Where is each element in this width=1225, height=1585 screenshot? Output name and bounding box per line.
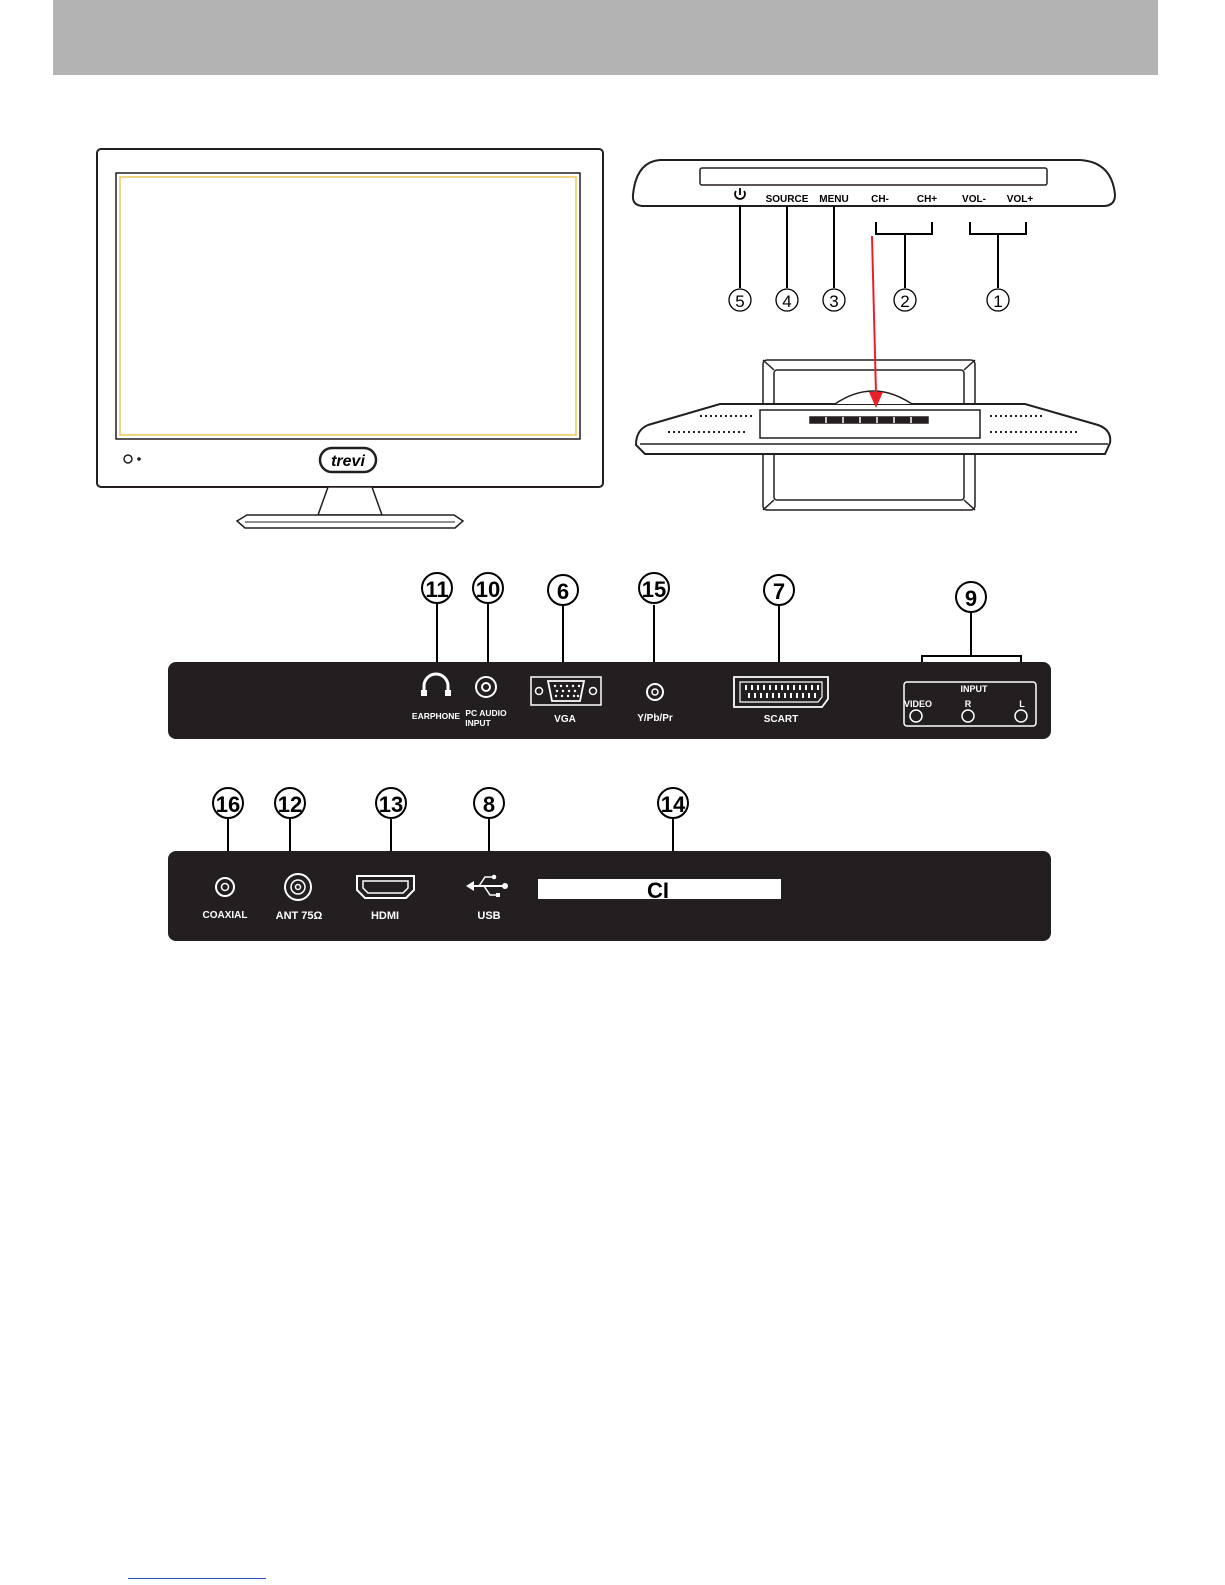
svg-text:EARPHONE: EARPHONE <box>411 711 461 721</box>
ch-minus-button-label: CH- <box>871 194 889 205</box>
callout-15 <box>639 573 669 603</box>
svg-text:7: 7 <box>772 579 786 604</box>
callout-13 <box>376 788 406 818</box>
rear-panel-1 <box>168 573 1051 739</box>
callout-14 <box>658 788 688 818</box>
svg-text:8: 8 <box>482 792 496 817</box>
svg-text:15: 15 <box>641 577 667 602</box>
callout-7 <box>764 575 794 605</box>
svg-text:12: 12 <box>277 792 303 817</box>
svg-text:L: L <box>1019 699 1025 709</box>
svg-text:3: 3 <box>829 292 839 311</box>
tv-front <box>97 149 603 528</box>
callout-8 <box>474 788 504 818</box>
led-indicator-icon <box>137 457 141 461</box>
svg-text:5: 5 <box>735 292 745 311</box>
svg-text:ANT 75Ω: ANT 75Ω <box>275 910 323 922</box>
vol-plus-button-label: VOL+ <box>1006 194 1034 205</box>
svg-text:16: 16 <box>215 792 241 817</box>
callout-10 <box>473 573 503 603</box>
callout-2 <box>894 289 916 311</box>
callout-1 <box>987 289 1009 311</box>
svg-text:Y/Pb/Pr: Y/Pb/Pr <box>637 713 673 724</box>
callout-9 <box>956 582 986 612</box>
callout-4 <box>776 289 798 311</box>
menu-button-label: MENU <box>819 194 849 205</box>
tv-stand-neck <box>318 487 382 515</box>
svg-text:VGA: VGA <box>554 714 576 725</box>
brand-logo <box>320 448 376 472</box>
svg-text:6: 6 <box>556 579 570 604</box>
tv-top-view <box>636 360 1110 510</box>
svg-text:1: 1 <box>993 292 1003 311</box>
callout-5 <box>729 289 751 311</box>
svg-text:2: 2 <box>900 292 910 311</box>
callout-3 <box>823 289 845 311</box>
svg-text:13: 13 <box>378 792 404 817</box>
rear-panel-2 <box>168 788 1051 941</box>
svg-text:USB: USB <box>477 910 501 922</box>
callout-11 <box>422 573 452 603</box>
ch-plus-button-label: CH+ <box>916 194 938 205</box>
svg-text:SCART: SCART <box>763 714 799 725</box>
svg-text:PC AUDIO: PC AUDIO <box>465 708 507 718</box>
svg-text:R: R <box>964 699 972 709</box>
svg-text:COAXIAL: COAXIAL <box>202 910 248 921</box>
svg-text:14: 14 <box>660 792 686 817</box>
svg-text:11: 11 <box>425 577 449 602</box>
svg-text:trevi: trevi <box>331 453 365 470</box>
svg-text:HDMI: HDMI <box>370 910 400 922</box>
svg-text:9: 9 <box>964 586 978 611</box>
callout-12 <box>275 788 305 818</box>
callout-6 <box>548 575 578 605</box>
footer-underline <box>128 1578 266 1579</box>
svg-text:CI: CI <box>647 878 669 903</box>
svg-text:10: 10 <box>475 577 501 602</box>
vol-minus-button-label: VOL- <box>962 194 986 205</box>
svg-text:VIDEO: VIDEO <box>903 699 933 709</box>
svg-text:4: 4 <box>782 292 792 311</box>
svg-text:INPUT: INPUT <box>465 718 491 728</box>
callout-16 <box>213 788 243 818</box>
source-button-label: SOURCE <box>765 194 809 205</box>
svg-text:INPUT: INPUT <box>960 684 988 694</box>
